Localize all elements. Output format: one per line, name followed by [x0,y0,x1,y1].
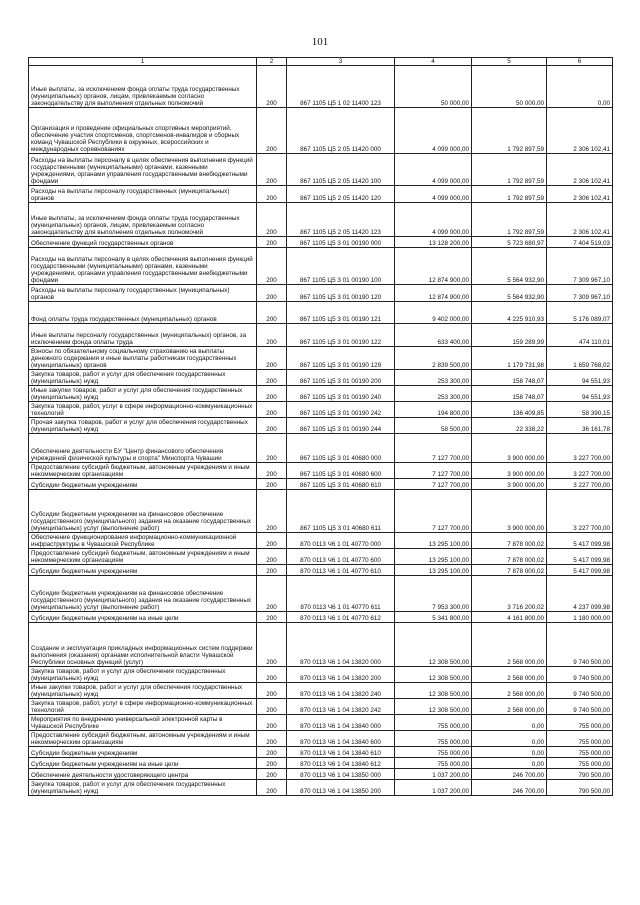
approved-amount: 12 874 900,00 [395,248,472,285]
line-code: 200 [257,758,287,769]
executed-amount: 2 568 000,00 [472,699,547,715]
line-code: 200 [257,731,287,747]
table-row [29,747,613,758]
table-row [29,758,613,769]
item-name: Субсидии бюджетным учреждениям на финансовое обеспечение государственного (муниципального) задания на оказание государственных (муниципальных) услуг (выполнение работ) [29,490,257,533]
item-name: Закупка товаров, работ и услуг для обеспечения государственных (муниципальных) нужд [29,370,257,386]
unexecuted-amount: 755 000,00 [547,731,613,747]
executed-amount: 3 900 000,00 [472,463,547,479]
unexecuted-amount: 9 740 500,00 [547,667,613,683]
unexecuted-amount: 4 237 099,98 [547,576,613,612]
budget-classification-code: 867 1105 Ц5 3 01 00190 200 [287,370,395,386]
unexecuted-amount: 2 306 102,41 [547,203,613,237]
executed-amount: 0,00 [472,747,547,758]
table-row [29,731,613,747]
line-code: 200 [257,203,287,237]
executed-amount: 4 225 910,93 [472,302,547,324]
unexecuted-amount: 9 740 500,00 [547,683,613,699]
table-row [29,370,613,386]
table-row [29,623,613,667]
line-code: 200 [257,769,287,780]
budget-classification-code: 870 0113 Ч6 1 01 40770 611 [287,576,395,612]
approved-amount: 755 000,00 [395,731,472,747]
approved-amount: 13 128 200,00 [395,237,472,248]
unexecuted-amount: 1 659 768,02 [547,347,613,370]
table-row [29,347,613,370]
executed-amount: 246 700,00 [472,769,547,780]
unexecuted-amount: 790 500,00 [547,780,613,796]
line-code: 200 [257,463,287,479]
line-code: 200 [257,747,287,758]
item-name: Обеспечение деятельности удостоверяющего центра [29,769,257,780]
budget-execution-table [28,57,613,796]
executed-amount: 3 900 000,00 [472,490,547,533]
column-number-6: 6 [547,58,613,66]
table-row [29,463,613,479]
table-row [29,108,613,154]
table-row [29,479,613,490]
unexecuted-amount: 3 227 700,00 [547,463,613,479]
line-code: 200 [257,623,287,667]
executed-amount: 50 000,00 [472,66,547,108]
unexecuted-amount: 0,00 [547,66,613,108]
item-name: Расходы на выплаты персоналу в целях обеспечения выполнения функций государственными (муниципальными) органами, казенными учреждениями, органами управления государственными внебюджетными фондами [29,154,257,186]
approved-amount: 755 000,00 [395,715,472,731]
item-name: Закупка товаров, работ и услуг для обеспечения государственных (муниципальных) нужд [29,667,257,683]
budget-classification-code: 867 1105 Ц5 2 05 11420 120 [287,186,395,203]
budget-classification-code: 867 1105 Ц5 3 01 40680 611 [287,490,395,533]
line-code: 200 [257,683,287,699]
item-name: Иные выплаты, за исключением фонда оплаты труда государственных (муниципальных) органов, лицам, привлекаемым согласно законодательству для выполнения отдельных полномочий [29,66,257,108]
approved-amount: 4 099 000,00 [395,203,472,237]
approved-amount: 2 839 500,00 [395,347,472,370]
budget-classification-code: 870 0113 Ч6 1 01 40770 000 [287,533,395,549]
item-name: Закупка товаров, работ и услуг для обеспечения государственных (муниципальных) нужд [29,780,257,796]
item-name: Мероприятия по внедрению универсальной электронной карты в Чувашской Республике [29,715,257,731]
approved-amount: 755 000,00 [395,747,472,758]
approved-amount: 7 127 700,00 [395,463,472,479]
executed-amount: 0,00 [472,731,547,747]
approved-amount: 4 099 000,00 [395,108,472,154]
executed-amount: 22 338,22 [472,418,547,434]
executed-amount: 0,00 [472,715,547,731]
budget-classification-code: 870 0113 Ч6 1 04 13850 000 [287,769,395,780]
budget-classification-code: 867 1105 Ц5 2 05 11420 100 [287,154,395,186]
unexecuted-amount: 3 227 700,00 [547,479,613,490]
approved-amount: 5 341 800,00 [395,612,472,623]
budget-classification-code: 867 1105 Ц5 2 05 11420 000 [287,108,395,154]
item-name: Предоставление субсидий бюджетным, автономным учреждениям и иным некоммерческим организациям [29,731,257,747]
executed-amount: 246 700,00 [472,780,547,796]
line-code: 200 [257,302,287,324]
table-row [29,186,613,203]
item-name: Прочая закупка товаров, работ и услуг для обеспечения государственных (муниципальных) нужд [29,418,257,434]
executed-amount: 3 900 000,00 [472,434,547,463]
approved-amount: 12 308 500,00 [395,683,472,699]
executed-amount: 3 716 200,02 [472,576,547,612]
budget-classification-code: 870 0113 Ч6 1 04 13820 242 [287,699,395,715]
unexecuted-amount: 2 306 102,41 [547,186,613,203]
line-code: 200 [257,285,287,302]
item-name: Предоставление субсидий бюджетным, автономным учреждениям и иным некоммерческим организациям [29,549,257,565]
approved-amount: 253 300,00 [395,386,472,402]
executed-amount: 158 748,07 [472,370,547,386]
approved-amount: 12 308 500,00 [395,667,472,683]
line-code: 200 [257,699,287,715]
line-code: 200 [257,780,287,796]
line-code: 200 [257,490,287,533]
item-name: Иные закупки товаров, работ и услуг для обеспечения государственных (муниципальных) нужд [29,386,257,402]
item-name: Предоставление субсидий бюджетным, автономным учреждениям и иным некоммерческим организациям [29,463,257,479]
line-code: 200 [257,237,287,248]
budget-classification-code: 867 1105 Ц5 3 01 00190 244 [287,418,395,434]
unexecuted-amount: 94 551,93 [547,386,613,402]
column-number-3: 3 [287,58,395,66]
item-name: Расходы на выплаты персоналу в целях обеспечения выполнения функций государственными (муниципальными) органами, казенными учреждениями, органами управления государственными внебюджетными фондами [29,248,257,285]
table-row [29,302,613,324]
budget-classification-code: 870 0113 Ч6 1 01 40770 600 [287,549,395,565]
unexecuted-amount: 7 309 967,10 [547,248,613,285]
unexecuted-amount: 1 180 000,00 [547,612,613,623]
line-code: 200 [257,402,287,418]
column-number-5: 5 [472,58,547,66]
item-name: Иные закупки товаров, работ и услуг для обеспечения государственных (муниципальных) нужд [29,683,257,699]
table-row [29,612,613,623]
executed-amount: 7 878 000,02 [472,533,547,549]
table-row [29,237,613,248]
executed-amount: 159 289,99 [472,324,547,347]
table-row [29,769,613,780]
item-name: Субсидии бюджетным учреждениям [29,565,257,576]
unexecuted-amount: 9 740 500,00 [547,699,613,715]
item-name: Субсидии бюджетным учреждениям [29,747,257,758]
approved-amount: 4 099 000,00 [395,154,472,186]
item-name: Субсидии бюджетным учреждениям на иные цели [29,758,257,769]
budget-classification-code: 867 1105 Ц5 3 01 00190 100 [287,248,395,285]
approved-amount: 1 037 200,00 [395,769,472,780]
budget-classification-code: 867 1105 Ц5 3 01 00190 122 [287,324,395,347]
table-row [29,780,613,796]
table-row [29,683,613,699]
approved-amount: 58 500,00 [395,418,472,434]
approved-amount: 253 300,00 [395,370,472,386]
budget-classification-code: 867 1105 Ц5 3 01 00190 120 [287,285,395,302]
unexecuted-amount: 3 227 700,00 [547,490,613,533]
approved-amount: 12 874 900,00 [395,285,472,302]
line-code: 200 [257,108,287,154]
table-row [29,434,613,463]
executed-amount: 136 409,85 [472,402,547,418]
unexecuted-amount: 3 227 700,00 [547,434,613,463]
page-number: 101 [311,36,329,48]
unexecuted-amount: 474 110,01 [547,324,613,347]
budget-classification-code: 867 1105 Ц5 3 01 40680 600 [287,463,395,479]
line-code: 200 [257,549,287,565]
line-code: 200 [257,248,287,285]
approved-amount: 1 037 200,00 [395,780,472,796]
approved-amount: 7 127 700,00 [395,479,472,490]
executed-amount: 2 568 000,00 [472,623,547,667]
table-row [29,490,613,533]
line-code: 200 [257,386,287,402]
executed-amount: 5 564 932,90 [472,285,547,302]
executed-amount: 7 878 000,02 [472,549,547,565]
approved-amount: 755 000,00 [395,758,472,769]
table-row [29,576,613,612]
executed-amount: 1 792 897,59 [472,186,547,203]
table-row [29,248,613,285]
line-code: 200 [257,479,287,490]
budget-classification-code: 870 0113 Ч6 1 04 13840 612 [287,758,395,769]
unexecuted-amount: 94 551,93 [547,370,613,386]
item-name: Закупка товаров, работ, услуг в сфере информационно-коммуникационных технологий [29,699,257,715]
unexecuted-amount: 58 390,15 [547,402,613,418]
item-name: Взносы по обязательному социальному страхованию на выплаты денежного содержания и иные выплаты работникам государственных (муниципальных) органов [29,347,257,370]
unexecuted-amount: 36 161,78 [547,418,613,434]
budget-classification-code: 867 1105 Ц5 1 02 11400 123 [287,66,395,108]
approved-amount: 50 000,00 [395,66,472,108]
column-number-row [29,58,613,66]
line-code: 200 [257,667,287,683]
line-code: 200 [257,66,287,108]
approved-amount: 7 127 700,00 [395,434,472,463]
executed-amount: 1 792 897,59 [472,154,547,186]
table-row [29,402,613,418]
approved-amount: 194 800,00 [395,402,472,418]
table-row [29,418,613,434]
line-code: 200 [257,565,287,576]
budget-classification-code: 870 0113 Ч6 1 04 13840 610 [287,747,395,758]
approved-amount: 4 099 000,00 [395,186,472,203]
column-number-2: 2 [257,58,287,66]
unexecuted-amount: 5 176 089,07 [547,302,613,324]
line-code: 200 [257,418,287,434]
unexecuted-amount: 755 000,00 [547,758,613,769]
approved-amount: 13 295 100,00 [395,533,472,549]
approved-amount: 12 308 500,00 [395,623,472,667]
unexecuted-amount: 755 000,00 [547,715,613,731]
unexecuted-amount: 755 000,00 [547,747,613,758]
table-row [29,565,613,576]
column-number-1: 1 [29,58,257,66]
item-name: Организация и проведение официальных спортивных мероприятий, обеспечение участия спортсменов, спортсменов-инвалидов и сборных команд Чувашской Республики в окружных, всероссийских и международных соревнованиях [29,108,257,154]
line-code: 200 [257,612,287,623]
approved-amount: 7 127 700,00 [395,490,472,533]
budget-classification-code: 870 0113 Ч6 1 04 13850 200 [287,780,395,796]
budget-classification-code: 870 0113 Ч6 1 04 13820 240 [287,683,395,699]
approved-amount: 13 295 100,00 [395,549,472,565]
line-code: 200 [257,370,287,386]
unexecuted-amount: 7 404 519,03 [547,237,613,248]
item-name: Создание и эксплуатация прикладных информационных систем поддержки выполнения (оказания) органами исполнительной власти Чувашской Республики основных функций (услуг) [29,623,257,667]
item-name: Расходы на выплаты персоналу государственных (муниципальных) органов [29,186,257,203]
table-row [29,715,613,731]
budget-classification-code: 867 1105 Ц5 3 01 00190 242 [287,402,395,418]
unexecuted-amount: 5 417 099,98 [547,549,613,565]
unexecuted-amount: 2 306 102,41 [547,108,613,154]
executed-amount: 2 568 000,00 [472,667,547,683]
unexecuted-amount: 5 417 099,98 [547,533,613,549]
table-row [29,386,613,402]
line-code: 200 [257,576,287,612]
table-row [29,66,613,108]
item-name: Иные выплаты персоналу государственных (муниципальных) органов, за исключением фонда оплаты труда [29,324,257,347]
line-code: 200 [257,434,287,463]
executed-amount: 5 564 932,90 [472,248,547,285]
approved-amount: 633 400,00 [395,324,472,347]
budget-classification-code: 870 0113 Ч6 1 04 13820 200 [287,667,395,683]
unexecuted-amount: 9 740 500,00 [547,623,613,667]
budget-classification-code: 867 1105 Ц5 3 01 00190 000 [287,237,395,248]
approved-amount: 13 295 100,00 [395,565,472,576]
unexecuted-amount: 2 306 102,41 [547,154,613,186]
executed-amount: 5 723 680,97 [472,237,547,248]
item-name: Субсидии бюджетным учреждениям на финансовое обеспечение государственного (муниципального) задания на оказание государственных (муниципальных) услуг (выполнение работ) [29,576,257,612]
table-row [29,549,613,565]
budget-classification-code: 867 1105 Ц5 3 01 40680 610 [287,479,395,490]
executed-amount: 7 878 000,02 [472,565,547,576]
executed-amount: 1 179 731,98 [472,347,547,370]
budget-classification-code: 870 0113 Ч6 1 01 40770 612 [287,612,395,623]
item-name: Обеспечение функций государственных органов [29,237,257,248]
line-code: 200 [257,715,287,731]
executed-amount: 0,00 [472,758,547,769]
line-code: 200 [257,186,287,203]
budget-classification-code: 870 0113 Ч6 1 01 40770 610 [287,565,395,576]
item-name: Субсидии бюджетным учреждениям на иные цели [29,612,257,623]
budget-classification-code: 870 0113 Ч6 1 04 13840 000 [287,715,395,731]
budget-classification-code: 867 1105 Ц5 3 01 00190 129 [287,347,395,370]
budget-classification-code: 867 1105 Ц5 3 01 00190 240 [287,386,395,402]
item-name: Субсидии бюджетным учреждениям [29,479,257,490]
budget-classification-code: 867 1105 Ц5 3 01 40680 000 [287,434,395,463]
table-row [29,667,613,683]
executed-amount: 1 792 897,59 [472,203,547,237]
line-code: 200 [257,347,287,370]
unexecuted-amount: 7 309 967,10 [547,285,613,302]
item-name: Закупка товаров, работ, услуг в сфере информационно-коммуникационных технологий [29,402,257,418]
table-row [29,533,613,549]
executed-amount: 158 748,07 [472,386,547,402]
executed-amount: 1 792 897,59 [472,108,547,154]
budget-classification-code: 870 0113 Ч6 1 04 13840 600 [287,731,395,747]
line-code: 200 [257,324,287,347]
approved-amount: 7 953 300,00 [395,576,472,612]
table-row [29,154,613,186]
budget-classification-code: 867 1105 Ц5 3 01 00190 121 [287,302,395,324]
approved-amount: 12 308 500,00 [395,699,472,715]
item-name: Расходы на выплаты персоналу государственных (муниципальных) органов [29,285,257,302]
item-name: Обеспечение функционирования информационно-коммуникационной инфраструктуры в Чувашской Республике [29,533,257,549]
item-name: Обеспечение деятельности БУ "Центр финансового обеспечения учреждений физической культуры и спорта" Минспорта Чувашии [29,434,257,463]
table-row [29,203,613,237]
executed-amount: 2 568 000,00 [472,683,547,699]
table-row [29,699,613,715]
unexecuted-amount: 790 500,00 [547,769,613,780]
column-number-4: 4 [395,58,472,66]
line-code: 200 [257,154,287,186]
budget-classification-code: 867 1105 Ц5 2 05 11420 123 [287,203,395,237]
unexecuted-amount: 5 417 099,98 [547,565,613,576]
item-name: Фонд оплаты труда государственных (муниципальных) органов [29,302,257,324]
approved-amount: 9 402 000,00 [395,302,472,324]
table-row [29,324,613,347]
table-row [29,285,613,302]
item-name: Иные выплаты, за исключением фонда оплаты труда государственных (муниципальных) органов, лицам, привлекаемым согласно законодательству для выполнения отдельных полномочий [29,203,257,237]
line-code: 200 [257,533,287,549]
budget-classification-code: 870 0113 Ч6 1 04 13820 000 [287,623,395,667]
executed-amount: 4 161 800,00 [472,612,547,623]
table-body [29,66,613,796]
executed-amount: 3 900 000,00 [472,479,547,490]
